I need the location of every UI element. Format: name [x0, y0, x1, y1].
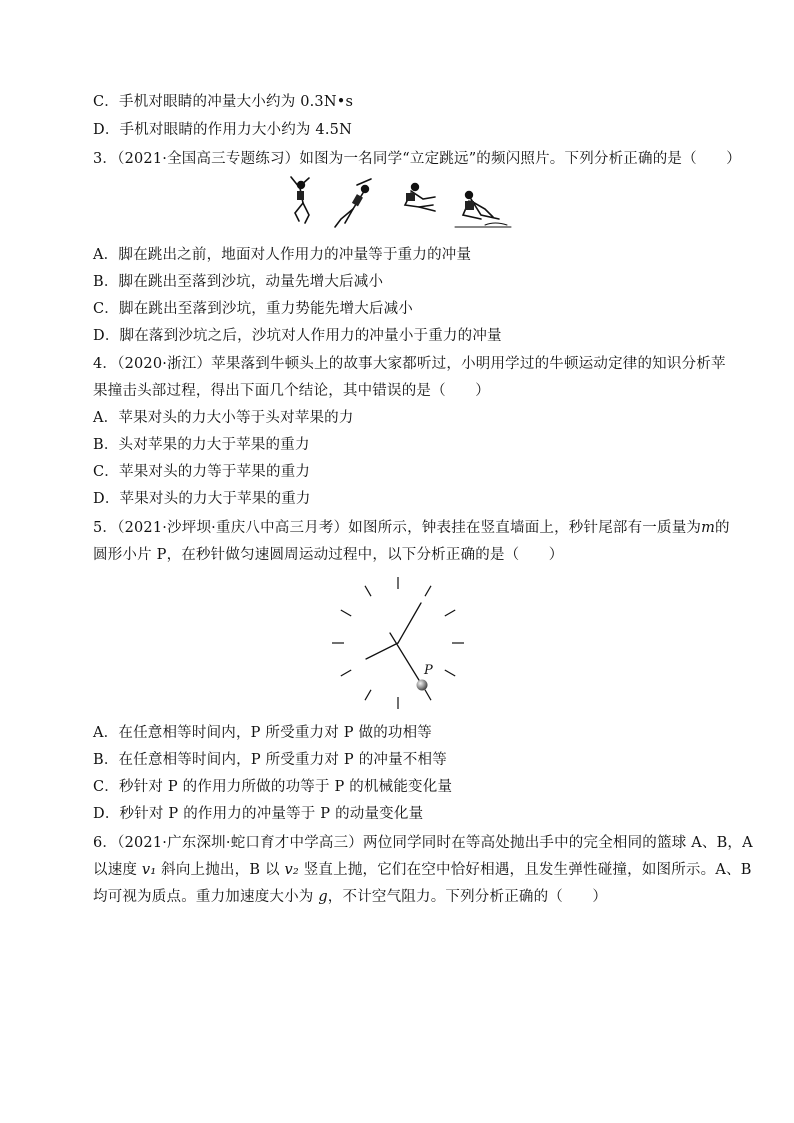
- q4-option-c: C．苹果对头的力等于苹果的重力: [93, 464, 311, 480]
- gravity-symbol: g: [318, 889, 328, 905]
- second-hand: [390, 633, 422, 685]
- q4-stem-line2: 果撞击头部过程，得出下面几个结论，其中错误的是（ ）: [93, 383, 490, 399]
- q5-stem-line1: [93, 518, 730, 538]
- q4-option-a: A．苹果对头的力大小等于头对苹果的力: [93, 410, 354, 426]
- q5-option-c: C．秒针对 P 的作用力所做的功等于 P 的机械能变化量: [93, 779, 453, 795]
- jumper-pose-1: [291, 177, 309, 223]
- hour-hand: [366, 643, 398, 659]
- hour-tick: [341, 670, 351, 676]
- q3-stem: 3．（2021·全国高三专题练习）如图为一名同学“立定跳远”的频闪照片。下列分析正确的是（ ）: [93, 151, 741, 167]
- jumper-pose-4: [455, 192, 511, 227]
- q4-option-b: B．头对苹果的力大于苹果的重力: [93, 437, 310, 453]
- label-p: P: [424, 663, 433, 678]
- q6-text-d: 均可视为质点。重力加速度大小为: [93, 889, 319, 905]
- q4-stem-line1: 4．（2020·浙江）苹果落到牛顿头上的故事大家都听过，小明用学过的牛顿运动定律的知识分析苹: [93, 356, 726, 372]
- q2-option-c: C．手机对眼睛的冲量大小约为 0.3N•s: [93, 94, 354, 110]
- q6-text-c: 竖直上抛，它们在空中恰好相遇，且发生弹性碰撞，如图所示。A、B: [298, 862, 752, 878]
- disc-p: [417, 680, 428, 691]
- hour-tick: [341, 610, 351, 616]
- hour-tick: [365, 690, 371, 700]
- q6-stem-line3: [93, 887, 713, 907]
- q5-option-a: A．在任意相等时间内，P 所受重力对 P 做的功相等: [93, 725, 433, 741]
- q6-stem-line1: 6．（2021·广东深圳·蛇口育才中学高三）两位同学同时在等高处抛出手中的完全相同的篮球 A、B，A: [93, 835, 753, 851]
- q6-text-a: 以速度: [93, 862, 142, 878]
- q5-stem-text-end: 的: [715, 520, 730, 536]
- q3-option-b: B．脚在跳出至落到沙坑，动量先增大后减小: [93, 274, 384, 290]
- q6-text-b: 斜向上抛出，B 以: [156, 862, 285, 878]
- hour-tick: [425, 690, 431, 700]
- minute-hand: [398, 603, 421, 643]
- hour-tick: [425, 586, 431, 596]
- q5-option-b: B．在任意相等时间内，P 所受重力对 P 的冲量不相等: [93, 752, 447, 768]
- long-jump-figure: [285, 175, 515, 235]
- hour-tick: [445, 610, 455, 616]
- q4-option-d: D．苹果对头的力大于苹果的重力: [93, 491, 311, 507]
- q6-stem-line2: [93, 860, 752, 880]
- q5-stem-text: 5．（2021·沙坪坝·重庆八中高三月考）如图所示，钟表挂在竖直墙面上，秒针尾部有一质量为: [93, 520, 702, 536]
- clock-figure: [320, 575, 480, 720]
- mass-symbol: m: [701, 520, 716, 536]
- hour-tick: [365, 586, 371, 596]
- q2-option-d: D．手机对眼睛的作用力大小约为 4.5N: [93, 122, 352, 138]
- q5-option-d: D．秒针对 P 的作用力的冲量等于 P 的动量变化量: [93, 806, 424, 822]
- hour-tick: [445, 670, 455, 676]
- jumper-pose-3: [405, 184, 435, 211]
- q5-stem-line2: 圆形小片 P，在秒针做匀速圆周运动过程中，以下分析正确的是（ ）: [93, 547, 564, 563]
- jumper-pose-2: [335, 179, 371, 227]
- q3-option-a: A．脚在跳出之前，地面对人作用力的冲量等于重力的冲量: [93, 247, 472, 263]
- velocity-v1: v₁: [141, 862, 157, 878]
- q6-text-e: ，不计空气阻力。下列分析正确的（ ）: [327, 889, 608, 905]
- velocity-v2: v₂: [284, 862, 299, 878]
- q3-option-d: D．脚在落到沙坑之后，沙坑对人作用力的冲量小于重力的冲量: [93, 328, 502, 344]
- q3-option-c: C．脚在跳出至落到沙坑，重力势能先增大后减小: [93, 301, 413, 317]
